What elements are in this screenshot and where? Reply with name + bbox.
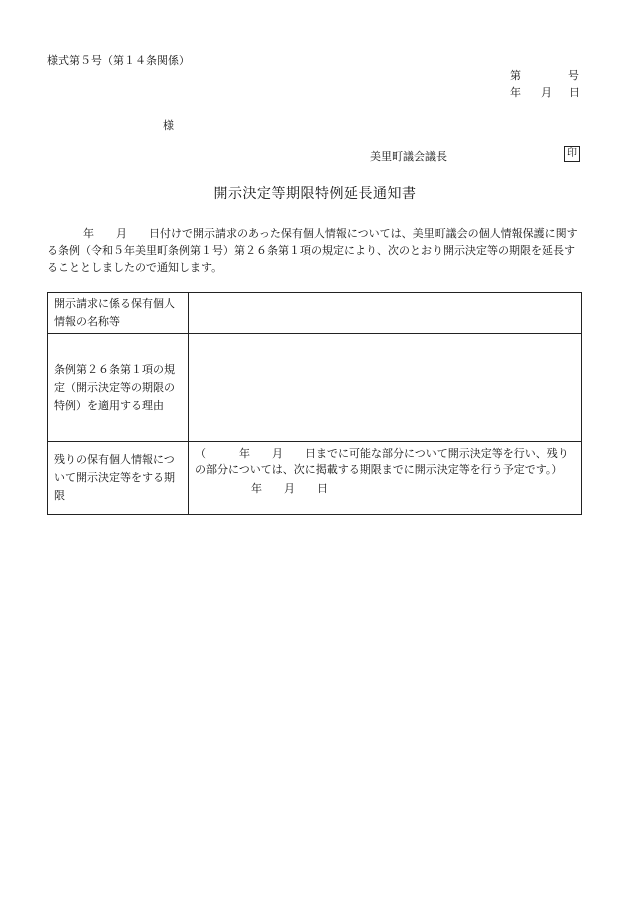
issue-date-year: 年 (510, 86, 521, 99)
extension-text: （ 年 月 日までに可能な部分について開示決定等を行い、残りの部分については、次に掲載する期限までに開示決定等を行う予定です。） (195, 447, 569, 476)
table-row (48, 442, 582, 515)
issue-date-month: 月 (541, 86, 552, 99)
form-number: 様式第５号（第１４条関係） (47, 54, 190, 67)
issue-date (510, 84, 580, 100)
row-label: 開示請求に係る保有個人情報の名称等 (48, 293, 189, 334)
seal-mark: 印 (564, 146, 580, 162)
row-label: 残りの保有個人情報について開示決定等をする期限 (48, 442, 189, 515)
row-label: 条例第２６条第１項の規定（開示決定等の期限の特例）を適用する理由 (48, 334, 189, 442)
body-text: 年 月 日付けで開示請求のあった保有個人情報については、美里町議会の個人情報保護に関する条例（令和５年美里町条例第１号）第２６条第１項の規定により、次のとおり開示決定等の期限を延長することとしましたので通知します。 (47, 227, 578, 274)
table-row (48, 334, 582, 442)
table-row (48, 293, 582, 334)
row-value (189, 293, 582, 334)
row-value (189, 442, 582, 515)
document-number-label: 第 (510, 69, 521, 82)
document-number-suffix: 号 (568, 69, 579, 82)
addressee: 様 (163, 119, 174, 132)
extension-date: 年 月 日 (251, 482, 328, 495)
document-title: 開示決定等期限特例延長通知書 (213, 186, 417, 202)
issue-date-day: 日 (569, 86, 580, 99)
sender: 美里町議会議長 (370, 150, 447, 163)
row-value (189, 334, 582, 442)
info-table (47, 292, 582, 515)
